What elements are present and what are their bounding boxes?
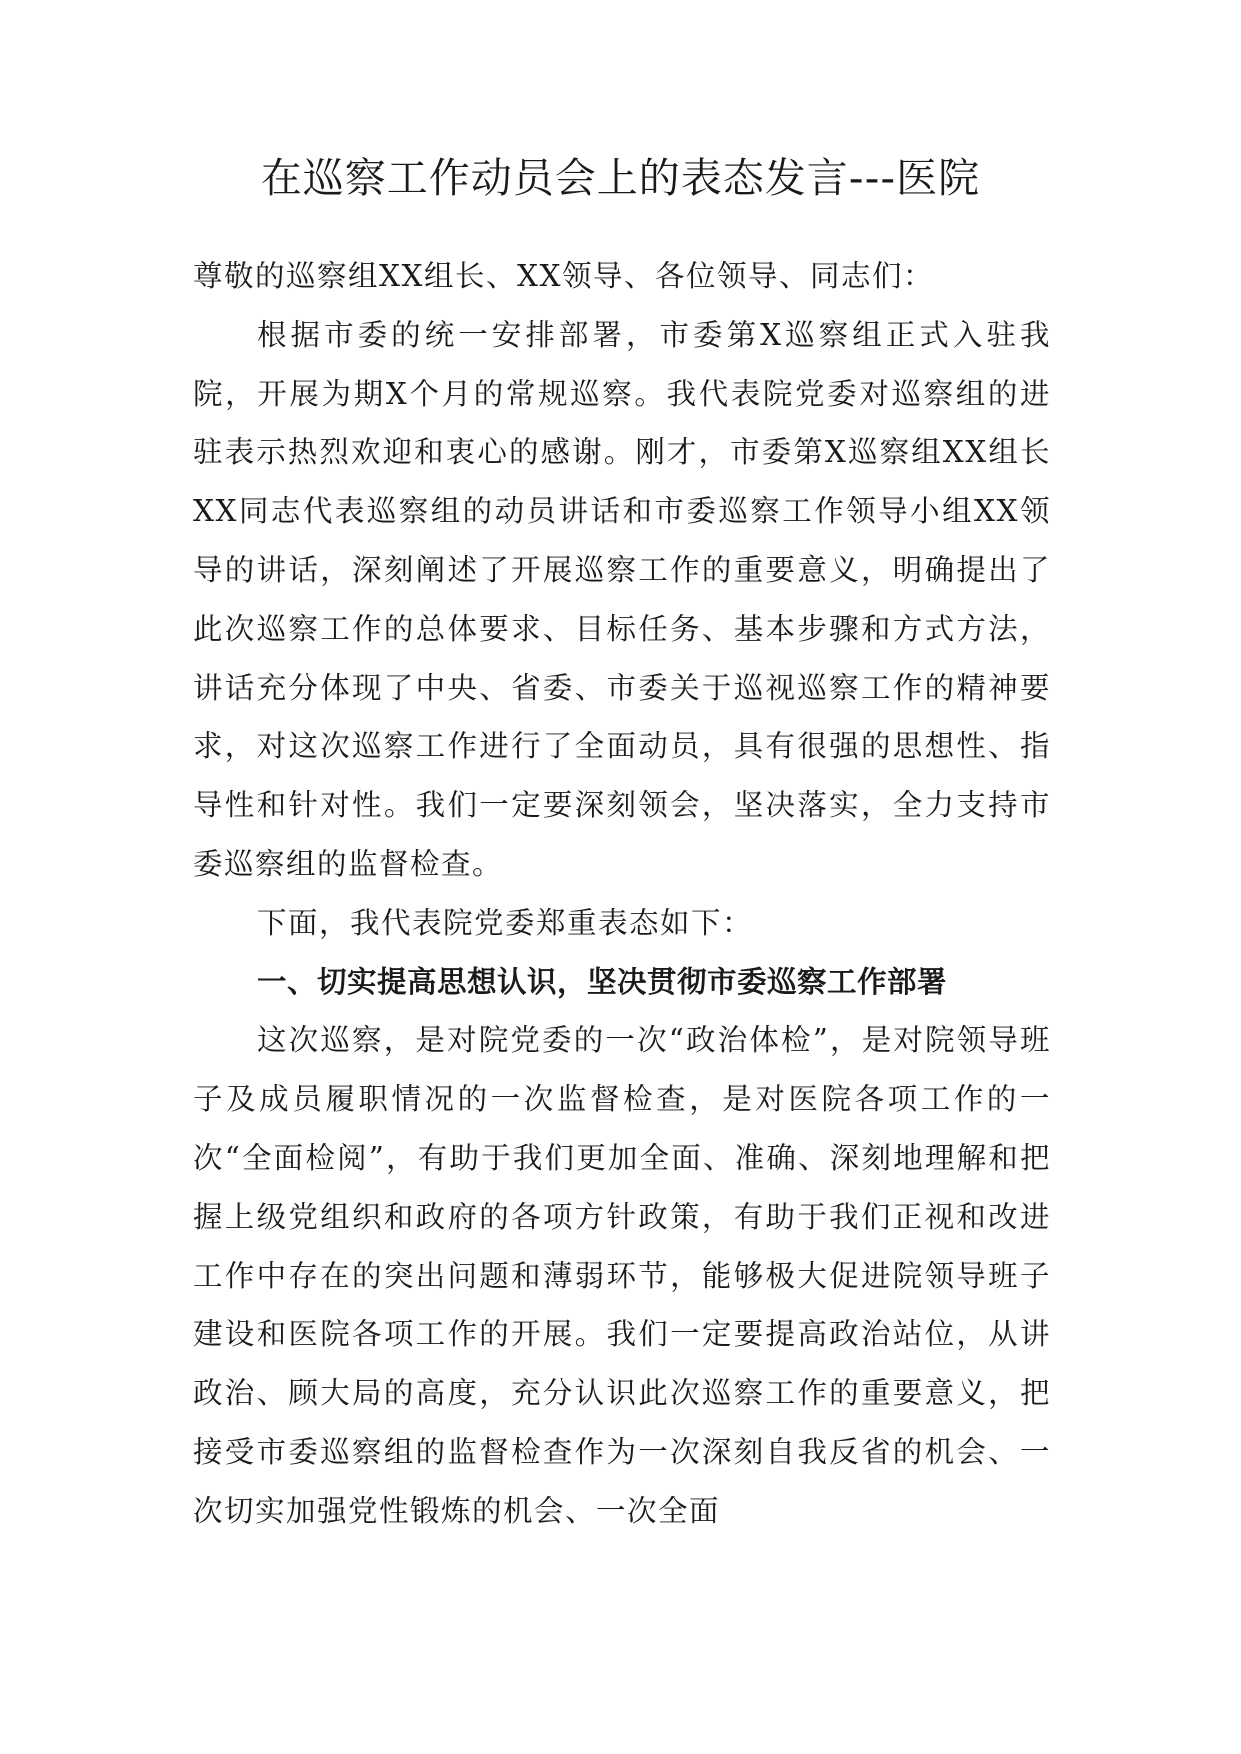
section-heading: 一、切实提高思想认识，坚决贯彻市委巡察工作部署 (257, 964, 948, 999)
document-body (193, 247, 1051, 1541)
body-paragraph: 下面，我代表院党委郑重表态如下： (257, 905, 754, 940)
salutation: 尊敬的巡察组XX组长、XX领导、各位领导、同志们： (193, 259, 935, 293)
body-paragraph: 这次巡察，是对院党委的一次“政治体检”，是对院领导班子及成员履职情况的一次监督检查，是对医院各项工作的一次“全面检阅”，有助于我们更加全面、准确、深刻地理解和把握上级党组织和政府的各项方针政策，有助于我们正视和改进工作中存在的突出问题和薄弱环节，能够极大促进院领导班子建设和医院各项工作的开展。我们一定要提高政治站位，从讲政治、顾大局的高度，充分认识此次巡察工作的重要意义，把接受市委巡察组的监督检查作为一次深刻自我反省的机会、一次切实加强党性锻炼的机会、一次全面 (193, 1023, 1051, 1528)
document-title: 在巡察工作动员会上的表态发言---医院 (260, 154, 981, 202)
body-paragraph: 根据市委的统一安排部署，市委第X巡察组正式入驻我院，开展为期X个月的常规巡察。我代表院党委对巡察组的进驻表示热烈欢迎和衷心的感谢。刚才，市委第X巡察组XX组长XX同志代表巡察组的动员讲话和市委巡察工作领导小组XX领导的讲话，深刻阐述了开展巡察工作的重要意义，明确提出了此次巡察工作的总体要求、目标任务、基本步骤和方式方法，讲话充分体现了中央、省委、市委关于巡视巡察工作的精神要求，对这次巡察工作进行了全面动员，具有很强的思想性、指导性和针对性。我们一定要深刻领会，坚决落实，全力支持市委巡察组的监督检查。 (193, 317, 1051, 881)
